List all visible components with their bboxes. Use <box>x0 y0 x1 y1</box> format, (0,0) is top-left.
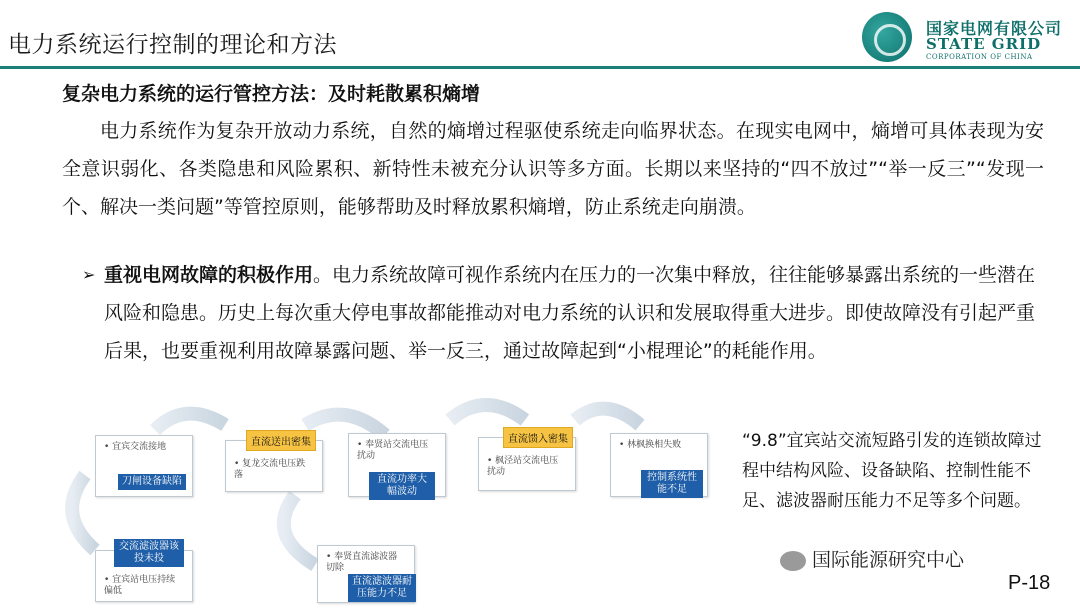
box-2-badge: 直流送出密集 <box>246 430 316 451</box>
section-heading: 复杂电力系统的运行管控方法：及时耗散累积熵增 <box>62 83 481 105</box>
box-1-text: • 宜宾交流接地 <box>104 442 167 452</box>
diagram-box-2 <box>225 437 323 492</box>
box-6-text: • 宜宾站电压持续偏低 <box>104 575 176 596</box>
diagram-box-4 <box>478 434 576 491</box>
slide-title: 电力系统运行控制的理论和方法 <box>8 32 337 58</box>
diagram-box-5 <box>610 433 708 497</box>
bullet-point <box>82 256 1044 370</box>
globe-logo-icon <box>862 12 912 62</box>
box-2-text: • 复龙交流电压跌落 <box>234 459 306 480</box>
page-number: P-18 <box>1008 572 1051 594</box>
diagram-box-6 <box>95 541 193 602</box>
arrow-bullet-icon: ➢ <box>82 265 96 284</box>
arc-arrow-5 <box>72 475 95 550</box>
intro-paragraph: 电力系统作为复杂开放动力系统，自然的熵增过程驱使系统走向临界状态。在现实电网中，熵增可具体表现为安全意识弱化、各类隐患和风险累积、新特性未被充分认识等多方面。长期以来坚持的“四不放过”“举一反三”“发现一个、解决一类问题”等管控原则，能够帮助及时释放累积熵增，防止系统走向崩溃。 <box>62 120 1044 218</box>
box-3-badge: 直流功率大幅波动 <box>369 472 435 500</box>
cascade-fault-diagram <box>55 395 720 605</box>
wechat-icon <box>780 551 806 571</box>
box-4-badge: 直流馈入密集 <box>503 427 573 448</box>
state-grid-logo <box>862 10 1072 62</box>
diagram-box-7 <box>317 545 415 603</box>
arc-arrow-6 <box>284 495 315 565</box>
diagram-box-1 <box>95 435 193 497</box>
logo-en-sub: CORPORATION OF CHINA <box>926 53 1033 61</box>
box-1-badge: 刀闸设备缺陷 <box>118 474 186 490</box>
box-4-text: • 枫泾站交流电压扰动 <box>487 456 559 477</box>
box-5-badge: 控制系统性能不足 <box>641 470 703 498</box>
box-7-badge: 直流滤波器耐压能力不足 <box>348 574 416 602</box>
logo-en-name: STATE GRID <box>926 35 1042 53</box>
slide-header <box>0 0 1080 70</box>
header-divider <box>0 66 1080 69</box>
box-7-text: • 奉贤直流滤波器切除 <box>326 552 398 573</box>
box-5-text: • 林枫换相失败 <box>619 440 682 450</box>
logo-cn-name: 国家电网有限公司 <box>926 19 1063 38</box>
arc-arrow-4 <box>575 409 640 425</box>
bullet-bold-text: 重视电网故障的积极作用 <box>104 264 314 286</box>
side-note-text: “9.8”宜宾站交流短路引发的连锁故障过程中结构风险、设备缺陷、控制性能不足、滤波器耐压能力不足等多个问题。 <box>742 431 1042 511</box>
diagram-box-3 <box>348 433 446 497</box>
wechat-watermark <box>780 545 964 572</box>
arc-arrow-2 <box>305 415 385 435</box>
box-3-text: • 奉贤站交流电压扰动 <box>357 440 429 461</box>
arc-arrow-3 <box>450 405 525 420</box>
arc-arrow-1 <box>155 414 225 430</box>
watermark-text: 国际能源研究中心 <box>812 549 965 571</box>
bullet-body-text: 。电力系统故障可视作系统内在压力的一次集中释放，往往能够暴露出系统的一些潜在风险和隐患。历史上每次重大停电事故都能推动对电力系统的认识和发展取得重大进步。即使故障没有引起严重后果，也要重视利用故障暴露问题、举一反三，通过故障起到“小棍理论”的耗能作用。 <box>104 264 1036 362</box>
box-6-badge: 交流滤波器该投未投 <box>114 539 184 567</box>
